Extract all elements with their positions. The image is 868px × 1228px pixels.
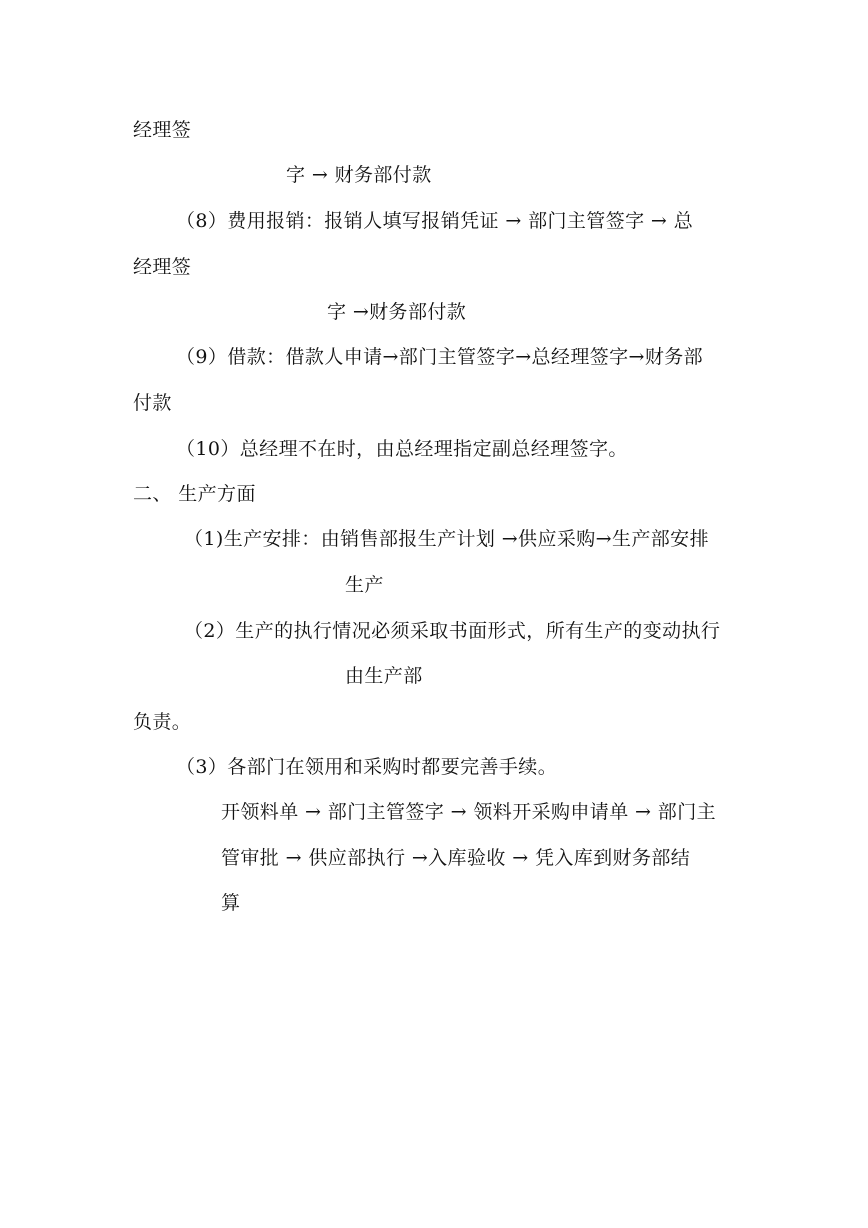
text-line: （10）总经理不在时，由总经理指定副总经理签字。 xyxy=(176,438,628,460)
text-line: （2）生产的执行情况必须采取书面形式，所有生产的变动执行 xyxy=(184,620,721,642)
text-line: 开领料单 → 部门主管签字 → 领料开采购申请单 → 部门主 xyxy=(221,801,716,823)
text-line: 由生产部 xyxy=(345,665,423,687)
section-heading: 二、 生产方面 xyxy=(133,483,256,505)
text-line: 管审批 → 供应部执行 →入库验收 → 凭入库到财务部结 xyxy=(221,847,691,869)
text-line: （9）借款：借款人申请→部门主管签字→总经理签字→财务部 xyxy=(176,346,704,368)
text-line: 经理签 xyxy=(133,119,192,141)
text-line: 字 →财务部付款 xyxy=(327,301,467,323)
text-line: （8）费用报销：报销人填写报销凭证 → 部门主管签字 → 总 xyxy=(176,210,694,232)
text-line: 负责。 xyxy=(133,711,192,733)
text-line: 经理签 xyxy=(133,256,192,278)
text-line: 算 xyxy=(221,892,241,914)
text-line: （3）各部门在领用和采购时都要完善手续。 xyxy=(176,756,558,778)
text-line: 生产 xyxy=(345,574,384,596)
text-line: 字 → 财务部付款 xyxy=(286,164,432,186)
text-line: 付款 xyxy=(133,392,172,414)
text-line: （1)生产安排：由销售部报生产计划 →供应采购→生产部安排 xyxy=(184,528,709,550)
